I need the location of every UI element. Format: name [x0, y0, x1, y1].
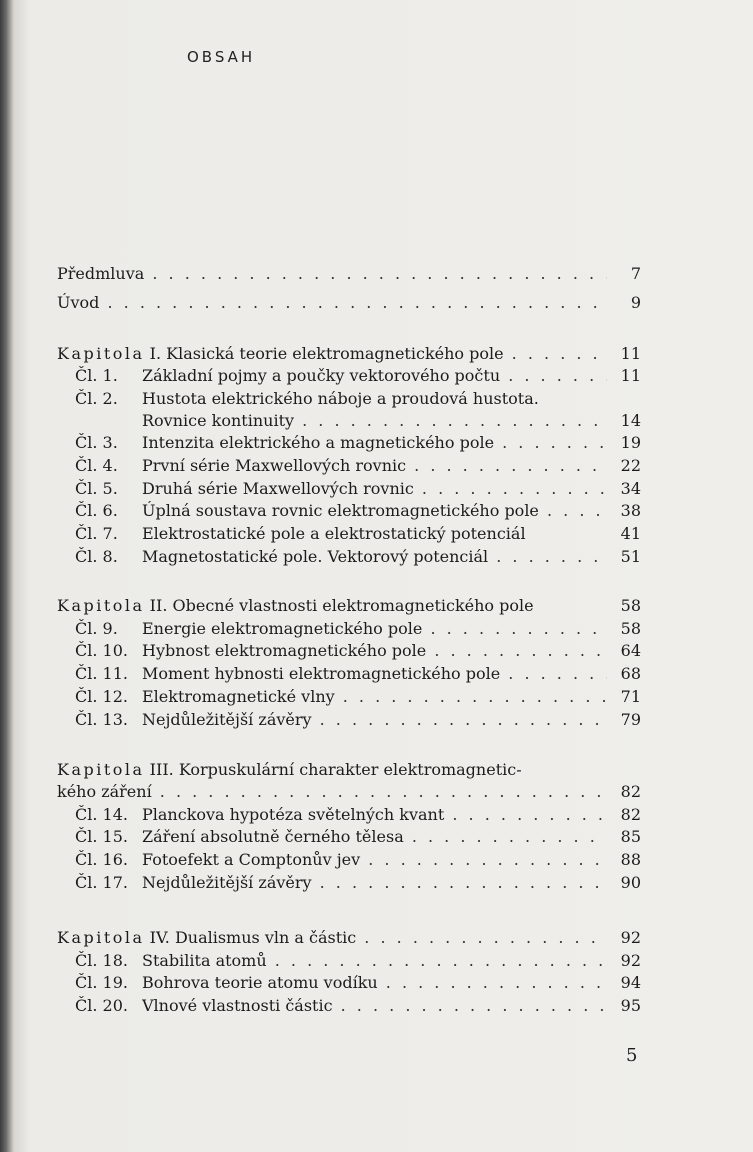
toc-section[interactable] — [57, 709, 641, 731]
toc-section[interactable] — [57, 950, 641, 972]
contents-heading: OBSAH — [187, 48, 256, 66]
section-number: Čl. 12. — [75, 687, 128, 706]
section-number: Čl. 4. — [75, 456, 118, 475]
section-number: Čl. 5. — [75, 479, 118, 498]
chapter-numeral: III. — [149, 760, 174, 779]
toc-section[interactable] — [57, 523, 641, 545]
section-number: Čl. 17. — [75, 873, 128, 892]
section-number: Čl. 9. — [75, 619, 118, 638]
section-number: Čl. 11. — [75, 664, 128, 683]
section-number: Čl. 7. — [75, 524, 118, 543]
toc-page: 58 — [620, 619, 641, 638]
toc-section[interactable] — [57, 804, 641, 826]
chapter-numeral: IV. — [149, 928, 170, 947]
section-number: Čl. 1. — [75, 366, 118, 385]
section-title: Magnetostatické pole. Vektorový potenciál . . . — [142, 546, 607, 568]
chapter-label: Kapitola — [57, 596, 145, 615]
toc-page: 85 — [620, 827, 641, 846]
toc-chapter-3-continuation[interactable] — [57, 781, 641, 803]
section-title: Hustota elektrického náboje a proudová hustota. — [142, 389, 539, 408]
toc-page: 19 — [620, 433, 641, 452]
toc-section[interactable] — [57, 478, 641, 500]
section-number: Čl. 14. — [75, 805, 128, 824]
toc-section[interactable] — [57, 972, 641, 994]
section-title: Záření absolutně černého tělesa . . . — [142, 826, 607, 848]
toc-page: 34 — [620, 479, 641, 498]
toc-section-continuation[interactable] — [57, 410, 641, 432]
section-title: Hybnost elektromagnetického pole . . . — [142, 640, 607, 662]
toc-page: 68 — [620, 664, 641, 683]
toc-page: 82 — [620, 805, 641, 824]
toc-page: 71 — [620, 687, 641, 706]
section-title: Stabilita atomů . . . — [142, 950, 607, 972]
chapter-title: Dualismus vln a částic — [174, 928, 357, 947]
section-title: Energie elektromagnetického pole . . . — [142, 618, 607, 640]
chapter-title: Klasická teorie elektromagnetického pole — [166, 344, 504, 363]
toc-section[interactable] — [57, 365, 641, 387]
toc-chapter-3[interactable] — [57, 759, 641, 781]
toc-chapter-4[interactable] — [57, 927, 641, 949]
toc-title: Předmluva . . . — [57, 263, 607, 285]
section-title: Bohrova teorie atomu vodíku . . . — [142, 972, 607, 994]
toc-page: 88 — [620, 850, 641, 869]
toc-chapter-1[interactable] — [57, 343, 641, 365]
section-number: Čl. 10. — [75, 641, 128, 660]
chapter-heading — [57, 759, 607, 781]
toc-page: 7 — [630, 264, 641, 283]
toc-page: 51 — [620, 547, 641, 566]
chapter-label: Kapitola — [57, 760, 145, 779]
chapter-label: Kapitola — [57, 344, 145, 363]
toc-page: 90 — [620, 873, 641, 892]
section-title: Elektromagnetické vlny . . . — [142, 686, 607, 708]
toc-section[interactable] — [57, 455, 641, 477]
toc-section[interactable] — [57, 432, 641, 454]
section-number: Čl. 19. — [75, 973, 128, 992]
toc-section[interactable] — [57, 826, 641, 848]
toc-section[interactable] — [57, 849, 641, 871]
section-title: Planckova hypotéza světelných kvant . . . — [142, 804, 607, 826]
toc-page: 9 — [630, 293, 641, 312]
toc-page: 94 — [620, 973, 641, 992]
toc-page: 92 — [620, 928, 641, 947]
page-number: 5 — [626, 1045, 638, 1066]
toc-page: 41 — [620, 524, 641, 543]
toc-page: 11 — [620, 344, 641, 363]
section-number: Čl. 2. — [75, 389, 118, 408]
toc-section[interactable] — [57, 500, 641, 522]
toc-section[interactable] — [57, 640, 641, 662]
toc-section[interactable] — [57, 546, 641, 568]
chapter-title: Obecné vlastnosti elektromagnetického pole — [172, 596, 534, 615]
toc-section[interactable] — [57, 872, 641, 894]
section-number: Čl. 16. — [75, 850, 128, 869]
section-number: Čl. 3. — [75, 433, 118, 452]
toc-page: 79 — [620, 710, 641, 729]
toc-title: Úvod . . . — [57, 292, 607, 314]
section-number: Čl. 15. — [75, 827, 128, 846]
toc-page: 82 — [620, 782, 641, 801]
toc-page: 14 — [620, 411, 641, 430]
toc-page: 58 — [620, 596, 641, 615]
toc-page: 38 — [620, 501, 641, 520]
toc-page: 92 — [620, 951, 641, 970]
chapter-heading — [57, 343, 607, 365]
toc-page: 64 — [620, 641, 641, 660]
chapter-numeral: I. — [149, 344, 162, 363]
section-title: Vlnové vlastnosti částic . . . — [142, 995, 607, 1017]
toc-page: 22 — [620, 456, 641, 475]
section-title: První série Maxwellových rovnic . . . — [142, 455, 607, 477]
section-title: Elektrostatické pole a elektrostatický potenciál — [142, 524, 526, 543]
toc-entry-introduction[interactable] — [57, 292, 641, 314]
toc-section[interactable] — [57, 618, 641, 640]
toc-page: 11 — [620, 366, 641, 385]
section-title-continuation: Rovnice kontinuity . . . — [142, 410, 607, 432]
toc-entry-preface[interactable] — [57, 263, 641, 285]
toc-section[interactable] — [57, 995, 641, 1017]
chapter-title: Korpuskulární charakter elektromagnetic- — [178, 760, 522, 779]
section-title: Nejdůležitější závěry . . . — [142, 709, 607, 731]
section-number: Čl. 13. — [75, 710, 128, 729]
section-title: Druhá série Maxwellových rovnic . . . — [142, 478, 607, 500]
section-title: Fotoefekt a Comptonův jev . . . — [142, 849, 607, 871]
chapter-title-continuation: kého záření . . . — [57, 781, 607, 803]
section-title: Základní pojmy a poučky vektorového počtu . . . — [142, 365, 607, 387]
section-number: Čl. 6. — [75, 501, 118, 520]
section-title: Moment hybnosti elektromagnetického pole . . . — [142, 663, 607, 685]
section-number: Čl. 18. — [75, 951, 128, 970]
section-title: Úplná soustava rovnic elektromagnetického pole . . . — [142, 500, 607, 522]
toc-chapter-2[interactable] — [57, 595, 641, 617]
section-title: Intenzita elektrického a magnetického pole . . . — [142, 432, 607, 454]
section-title: Nejdůležitější závěry . . . — [142, 872, 607, 894]
toc-section[interactable] — [57, 663, 641, 685]
section-number: Čl. 8. — [75, 547, 118, 566]
chapter-heading — [57, 927, 607, 949]
chapter-label: Kapitola — [57, 928, 145, 947]
section-number: Čl. 20. — [75, 996, 128, 1015]
chapter-heading — [57, 595, 607, 617]
chapter-numeral: II. — [149, 596, 168, 615]
toc-section[interactable] — [57, 686, 641, 708]
toc-section[interactable] — [57, 388, 641, 410]
toc-page: 95 — [620, 996, 641, 1015]
